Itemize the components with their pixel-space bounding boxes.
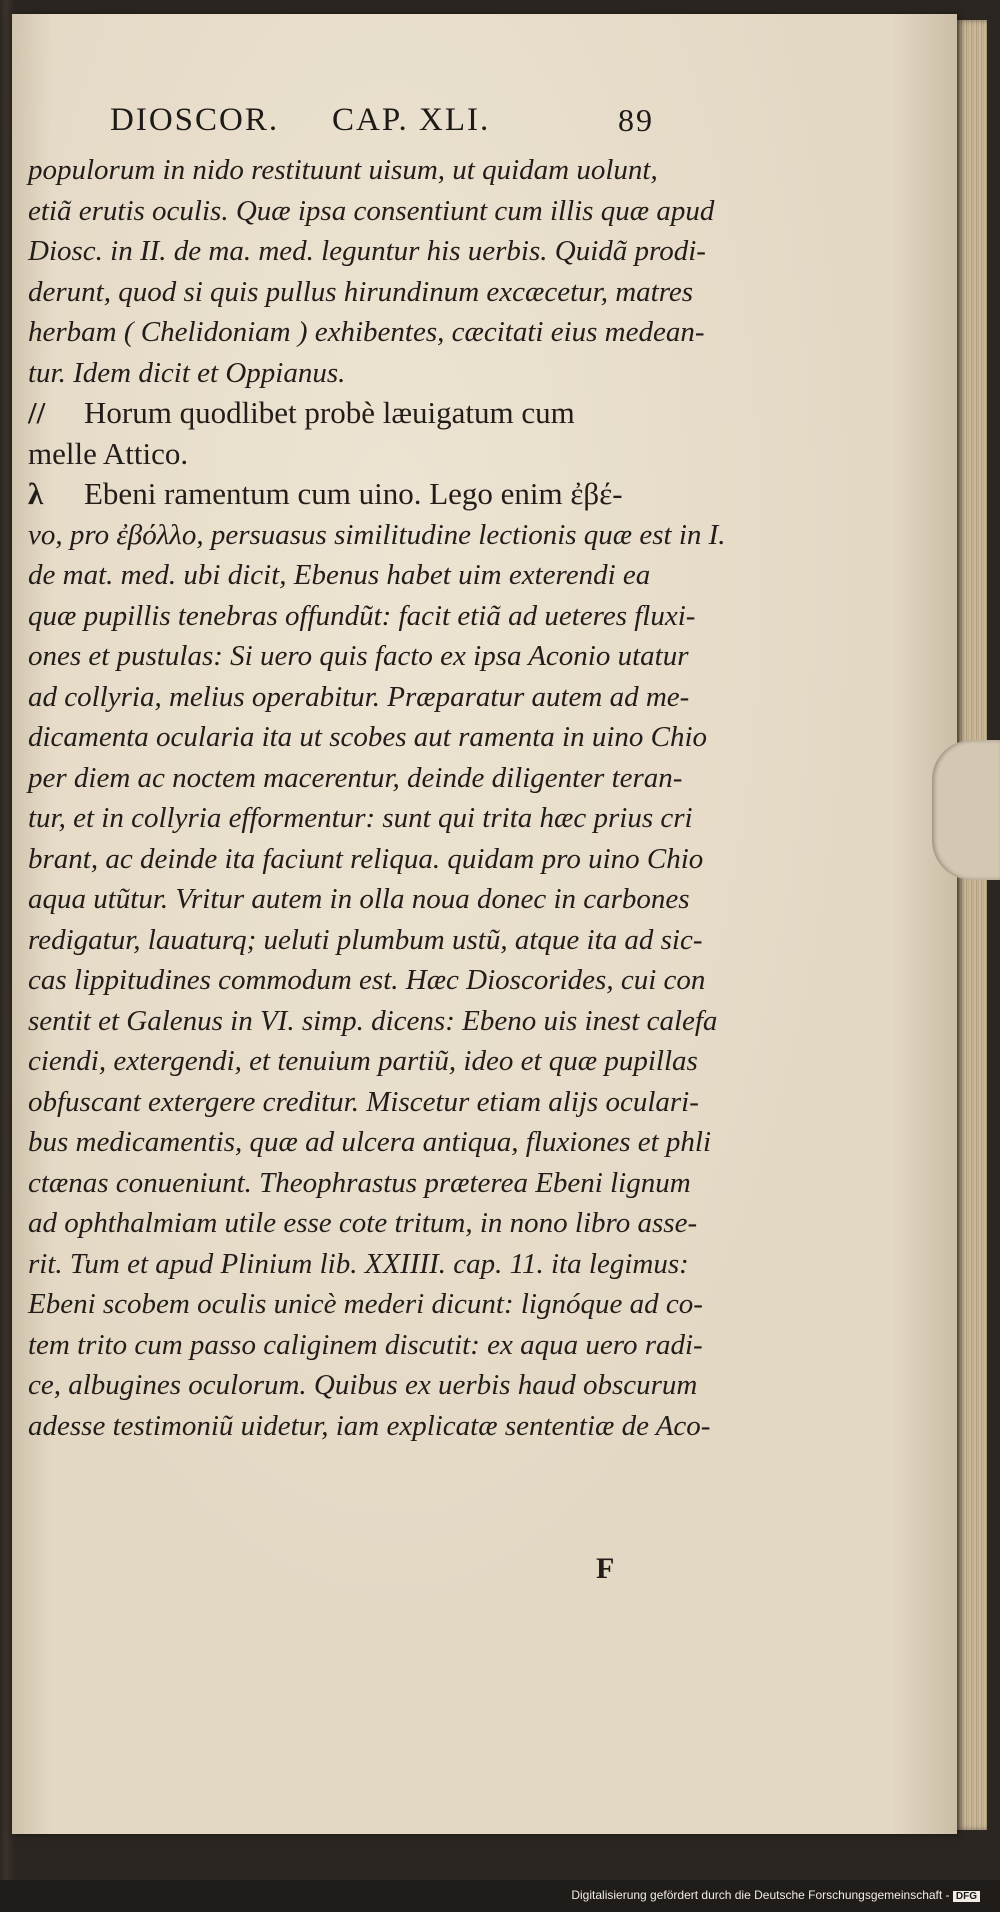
signature-mark: F bbox=[596, 1552, 615, 1585]
dfg-logo: DFG bbox=[953, 1891, 980, 1902]
margin-mark-ebeni: λ bbox=[28, 476, 44, 511]
margin-mark-horum: // bbox=[28, 395, 46, 430]
text-line: dicamenta ocularia ita ut scobes aut ramenta in uino Chio bbox=[28, 721, 708, 753]
text-line: Diosc. in II. de ma. med. leguntur his uerbis. Quidã prodi- bbox=[28, 235, 706, 267]
lemma-text: Horum quodlibet probè læuigatum cum bbox=[84, 395, 575, 430]
running-header bbox=[110, 102, 720, 152]
text-line: de mat. med. ubi dicit, Ebenus habet uim exterendi ea bbox=[28, 559, 651, 591]
header-chapter: CAP. XLI. bbox=[332, 102, 491, 138]
text-line: ad ophthalmiam utile esse cote tritum, in nono libro asse- bbox=[28, 1207, 698, 1239]
body-text bbox=[28, 150, 726, 1446]
text-line: quæ pupillis tenebras offundũt: facit etiã ad ueteres fluxi- bbox=[28, 599, 696, 632]
text-line: etiã erutis oculis. Quæ ipsa consentiunt cum illis quæ apud bbox=[28, 194, 715, 227]
text-line: aqua utũtur. Vritur autem in olla noua donec in carbones bbox=[28, 883, 690, 915]
lemma-line bbox=[28, 393, 718, 434]
lemma-text: Ebeni ramentum cum uino. Lego enim ἐβέ- bbox=[84, 476, 623, 511]
text-line: redigatur, lauaturq; ueluti plumbum ustũ, atque ita ad sic- bbox=[28, 923, 703, 956]
text-line: ones et pustulas: Si uero quis facto ex ipsa Aconio utatur bbox=[28, 640, 689, 672]
text-line: νο, pro ἐβόλλο, persuasus similitudine lectionis quæ est in I. bbox=[28, 518, 726, 551]
text-line: adesse testimoniũ uidetur, iam explicatæ sententiæ de Aco- bbox=[28, 1409, 711, 1442]
text-line: ctænas conueniunt. Theophrastus præterea Ebeni lignum bbox=[28, 1166, 691, 1199]
lemma-line: melle Attico. bbox=[28, 435, 189, 471]
credit-text: Digitalisierung gefördert durch die Deutsche Forschungsgemeinschaft - bbox=[571, 1888, 950, 1902]
text-line: populorum in nido restituunt uisum, ut quidam uolunt, bbox=[28, 154, 658, 186]
text-line: cas lippitudines commodum est. Hæc Dioscorides, cui con bbox=[28, 964, 706, 996]
text-line: tur, et in collyria efformentur: sunt qui trita hæc prius cri bbox=[28, 802, 693, 834]
text-line: bus medicamentis, quæ ad ulcera antiqua, fluxiones et phli bbox=[28, 1126, 712, 1158]
text-line: tur. Idem dicit et Oppianus. bbox=[28, 356, 346, 389]
text-line: rit. Tum et apud Plinium lib. XXIIII. cap. 11. ita legimus: bbox=[28, 1247, 689, 1280]
digitization-credit bbox=[571, 1888, 980, 1902]
text-line: Ebeni scobem oculis unicè mederi dicunt: lignóque ad co- bbox=[28, 1288, 703, 1320]
text-line: derunt, quod si quis pullus hirundinum excæcetur, matres bbox=[28, 275, 694, 308]
page-number: 89 bbox=[618, 102, 654, 138]
page-holder-clip bbox=[932, 740, 1000, 880]
text-line: ad collyria, melius operabitur. Præparatur autem ad me- bbox=[28, 680, 690, 713]
text-line: brant, ac deinde ita faciunt reliqua. quidam pro uino Chio bbox=[28, 842, 704, 875]
text-line: per diem ac noctem macerentur, deinde diligenter teran- bbox=[28, 761, 683, 794]
text-line: herbam ( Chelidoniam ) exhibentes, cæcitati eius medean- bbox=[28, 316, 705, 348]
text-line: sentit et Galenus in VI. simp. dicens: Ebeno uis inest calefa bbox=[28, 1004, 718, 1037]
header-title: DIOSCOR. bbox=[110, 102, 280, 138]
text-line: tem trito cum passo caliginem discutit: ex aqua uero radi- bbox=[28, 1328, 703, 1361]
book-page-edges bbox=[957, 20, 987, 1830]
text-line: ciendi, extergendi, et tenuium partiũ, ideo et quæ pupillas bbox=[28, 1045, 698, 1077]
text-line: obfuscant extergere creditur. Miscetur etiam alijs oculari- bbox=[28, 1085, 699, 1118]
text-line: ce, albugines oculorum. Quibus ex uerbis haud obscurum bbox=[28, 1369, 698, 1401]
lemma-line bbox=[28, 474, 718, 515]
